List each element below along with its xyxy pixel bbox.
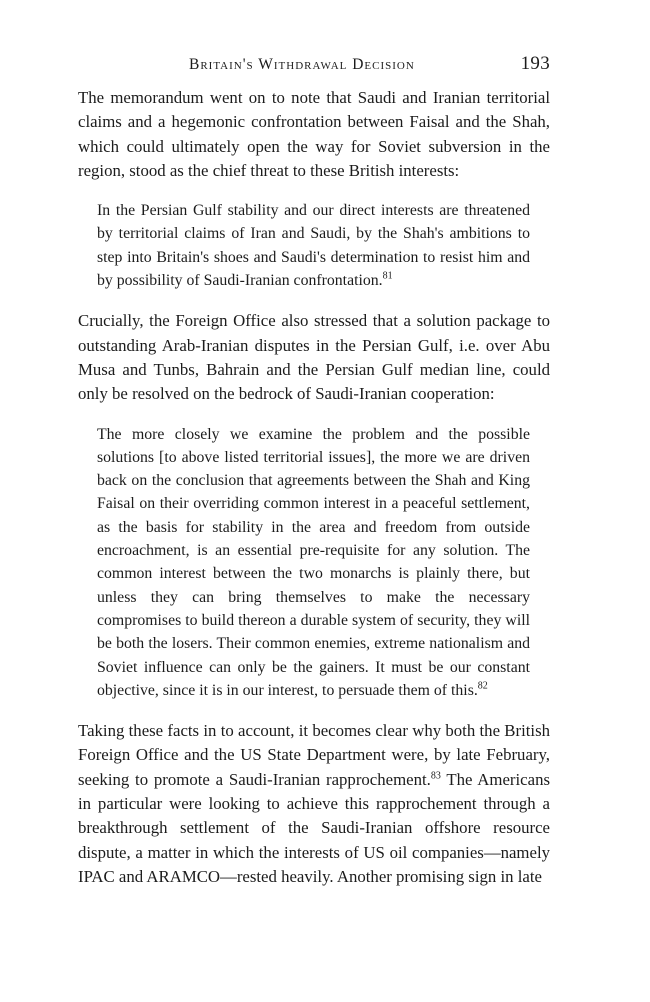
block-quote: [78, 423, 550, 703]
body-paragraph: Crucially, the Foreign Office also stressed that a solution package to outstanding Arab-Iranian disputes in the Persian Gulf, i.e. over Abu Musa and Tunbs, Bahrain and the Persian Gulf median line, could only be resolved on the bedrock of Saudi-Iranian cooperation:: [78, 311, 550, 404]
body-paragraph: The memorandum went on to note that Saudi and Iranian territorial claims and a hegemonic confrontation between Faisal and the Shah, which could ultimately open the way for Soviet subversion in the region, stood as the chief threat to these British interests:: [78, 88, 550, 180]
quote-text: In the Persian Gulf stability and our direct interests are threatened by territorial claims of Iran and Saudi, by the Shah's ambitions to step into Britain's shoes and Saudi's determination to resist him and by possibility of Saudi-Iranian confrontation.: [97, 202, 530, 290]
quote-text: The more closely we examine the problem and the possible solutions [to above listed territorial issues], the more we are driven back on the conclusion that agreements between the Shah and King Faisal on their overriding common interest in a peaceful settlement, as the basis for stability in the area and freedom from outside encroachment, is an essential pre-requisite for any solution. The common interest between the two monarchs is plainly there, but unless they can bring themselves to make the necessary compromises to build thereon a durable system of security, they will be both the losers. Their common enemies, extreme nationalism and Soviet influence can only be the gainers. It must be our constant objective, since it is in our interest, to persuade them of this.: [97, 425, 530, 699]
running-title: Britain's Withdrawal Decision: [189, 56, 415, 73]
footnote-marker: 83: [430, 770, 441, 782]
page-header: [78, 0, 550, 86]
body-paragraph: [78, 719, 550, 889]
book-page: [78, 0, 550, 889]
paragraph-text: Taking these facts in to account, it becomes clear why both the British Foreign Office and the US State Department were, by late February, seeking to promote a Saudi-Iranian rapprochement.: [78, 721, 550, 789]
page-number: 193: [520, 53, 550, 74]
footnote-marker: 81: [382, 270, 393, 282]
block-quote: [78, 199, 550, 292]
paragraph-text: The Americans in particular were looking to achieve this rapprochement through a breakthrough settlement of the Saudi-Iranian offshore resource dispute, a matter in which the interests of US oil companies—namely IPAC and ARAMCO—rested heavily. Another promising sign in late: [78, 769, 550, 886]
footnote-marker: 82: [477, 680, 488, 692]
